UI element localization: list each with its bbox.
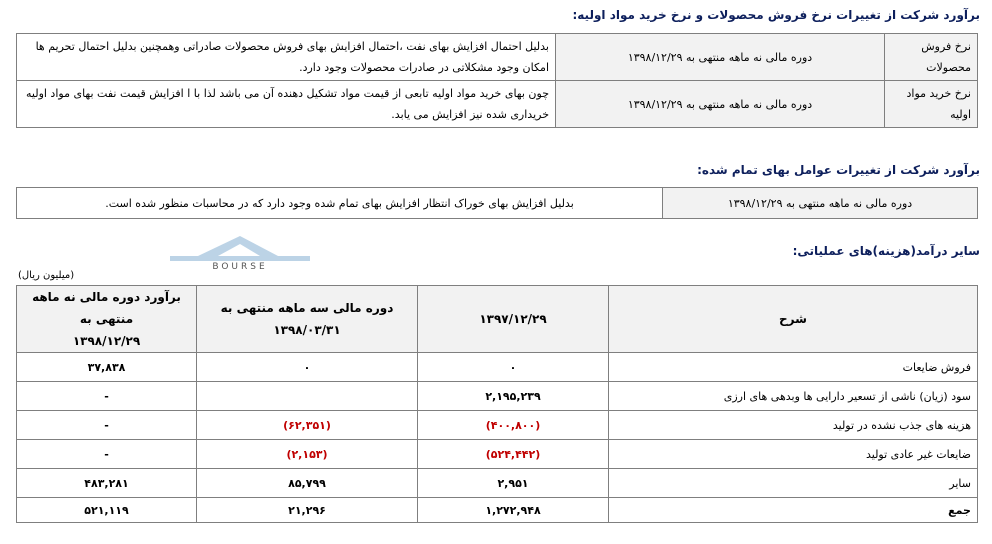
- header-row: [17, 286, 978, 353]
- row-value-col2: ۰: [197, 353, 418, 382]
- header-col3-line1: برآورد دوره مالی نه ماهه منتهی به: [32, 290, 181, 326]
- row-label: سایر: [609, 469, 978, 498]
- row-value-col2: ۸۵,۷۹۹: [197, 469, 418, 498]
- section-title-other-income: سایر درآمد(هزینه)های عملیاتی:: [792, 244, 980, 258]
- row-value-col2: (۲,۱۵۳): [197, 440, 418, 469]
- table-row: [17, 382, 978, 411]
- row-value-col3: ۴۸۳,۲۸۱: [17, 469, 197, 498]
- category-cell: نرخ فروش محصولات: [885, 34, 978, 81]
- table-row: [17, 440, 978, 469]
- row-value-col3: ۳۷,۸۳۸: [17, 353, 197, 382]
- total-value-col3: ۵۲۱,۱۱۹: [17, 498, 197, 523]
- header-desc: شرح: [609, 286, 978, 353]
- table-row: [17, 34, 978, 81]
- row-label: فروش ضایعات: [609, 353, 978, 382]
- total-value-col1: ۱,۲۷۲,۹۴۸: [418, 498, 609, 523]
- table-row: [17, 353, 978, 382]
- unit-label: (میلیون ریال): [18, 270, 75, 281]
- row-value-col3: -: [17, 411, 197, 440]
- period-cell: دوره مالی نه ماهه منتهی به ۱۳۹۸/۱۲/۲۹: [556, 34, 885, 81]
- row-value-col1: ۲,۹۵۱: [418, 469, 609, 498]
- section-title-rates: برآورد شرکت از تغییرات نرخ فروش محصولات و نرخ خرید مواد اولیه:: [572, 8, 980, 22]
- header-col1: ۱۳۹۷/۱۲/۲۹: [418, 286, 609, 353]
- category-cell: نرخ خرید مواد اولیه: [885, 81, 978, 128]
- other-income-table: [16, 285, 978, 523]
- total-row: [17, 498, 978, 523]
- row-label: هزینه های جذب نشده در تولید: [609, 411, 978, 440]
- cost-factors-table: [16, 187, 978, 219]
- table-row: [17, 469, 978, 498]
- total-label: جمع: [609, 498, 978, 523]
- rates-table: [16, 33, 978, 128]
- section-title-costs: برآورد شرکت از تغییرات عوامل بهای تمام شده:: [697, 163, 980, 177]
- row-label: سود (زیان) ناشی از تسعیر دارایی ها وبدهی های ارزی: [609, 382, 978, 411]
- description-cell: بدلیل افزایش بهای خوراک انتظار افزایش بهای تمام شده وجود دارد که در محاسبات منظور شده است.: [17, 188, 663, 219]
- row-label: ضایعات غیر عادی تولید: [609, 440, 978, 469]
- bourse-logo: [168, 234, 313, 272]
- row-value-col2: [197, 382, 418, 411]
- header-col2-line2: ۱۳۹۸/۰۳/۳۱: [273, 323, 341, 337]
- header-col3: [17, 286, 197, 353]
- row-value-col1: ۰: [418, 353, 609, 382]
- row-value-col2: (۶۲,۳۵۱): [197, 411, 418, 440]
- table-row: [17, 188, 978, 219]
- row-value-col1: (۵۲۴,۴۴۲): [418, 440, 609, 469]
- total-value-col2: ۲۱,۲۹۶: [197, 498, 418, 523]
- row-value-col1: ۲,۱۹۵,۲۳۹: [418, 382, 609, 411]
- header-col2: [197, 286, 418, 353]
- logo-text: BOURSE: [212, 262, 268, 272]
- table-row: [17, 81, 978, 128]
- row-value-col1: (۴۰۰,۸۰۰): [418, 411, 609, 440]
- header-col3-line2: ۱۳۹۸/۱۲/۲۹: [72, 334, 141, 348]
- table-row: [17, 411, 978, 440]
- row-value-col3: -: [17, 440, 197, 469]
- period-cell: دوره مالی نه ماهه منتهی به ۱۳۹۸/۱۲/۲۹: [663, 188, 978, 219]
- description-cell: چون بهای خرید مواد اولیه تابعی از قیمت مواد تشکیل دهنده آن می باشد لذا با ا افزایش قیمت نفت بهای مواد اولیه خریداری شده نیز افزایش می یابد.: [17, 81, 556, 128]
- period-cell: دوره مالی نه ماهه منتهی به ۱۳۹۸/۱۲/۲۹: [556, 81, 885, 128]
- description-cell: بدلیل احتمال افزایش بهای نفت ،احتمال افزایش بهای فروش محصولات صادراتی وهمچنین بدلیل احتمال تحریم ها امکان وجود مشکلاتی در صادرات محصولات وجود دارد.: [17, 34, 556, 81]
- row-value-col3: -: [17, 382, 197, 411]
- header-col2-line1: دوره مالی سه ماهه منتهی به: [220, 301, 394, 315]
